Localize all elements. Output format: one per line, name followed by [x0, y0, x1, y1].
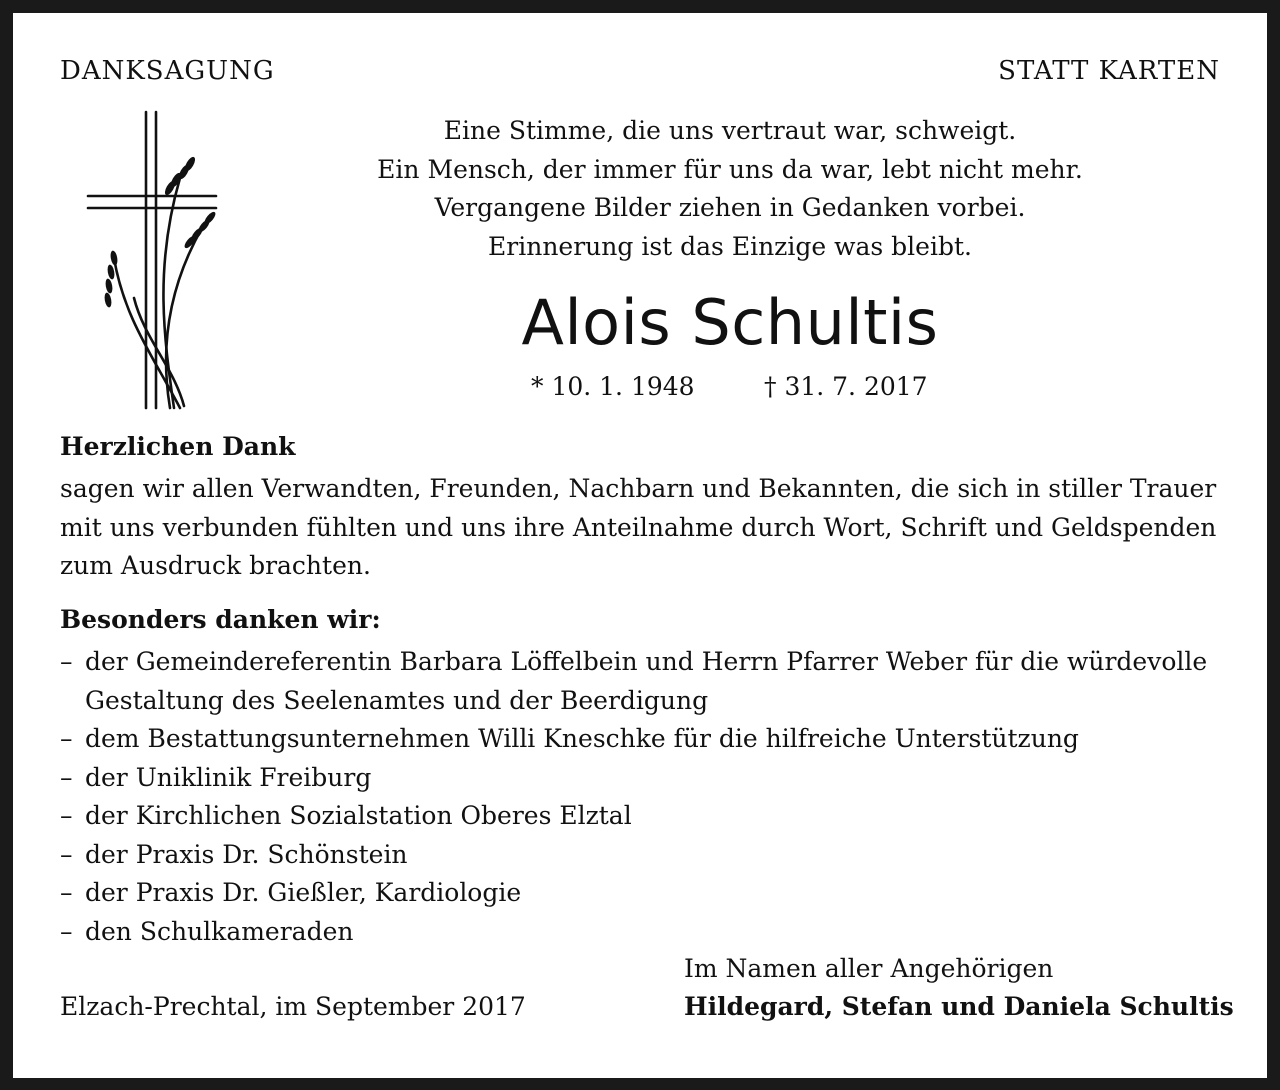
list-item: – dem Bestattungsunternehmen Willi Kneschke für die hilfreiche Unterstützung: [60, 724, 1079, 753]
family-signature: Hildegard, Stefan und Daniela Schultis: [684, 992, 1234, 1021]
notice-type-label: DANKSAGUNG: [60, 56, 275, 86]
deceased-name: Alois Schultis: [521, 286, 939, 359]
death-date: † 31. 7. 2017: [764, 372, 928, 401]
place-and-date: Elzach-Prechtal, im September 2017: [60, 992, 526, 1021]
list-item: – der Uniklinik Freiburg: [60, 762, 372, 792]
thanks-line: zum Ausdruck brachten.: [60, 551, 371, 580]
birth-date: * 10. 1. 1948: [531, 372, 695, 401]
special-thanks-list: [60, 643, 1207, 951]
list-item: – der Praxis Dr. Gießler, Kardiologie: [60, 878, 522, 907]
list-item-continuation: Gestaltung des Seelenamtes und der Beerdigung: [85, 685, 709, 715]
thanks-text: [60, 470, 1216, 586]
special-thanks-heading: Besonders danken wir:: [60, 605, 381, 634]
list-item: – der Praxis Dr. Schönstein: [60, 839, 408, 869]
thanks-line: mit uns verbunden fühlten und uns ihre Anteilnahme durch Wort, Schrift und Geldspenden: [60, 512, 1217, 542]
list-item: – den Schulkameraden: [60, 916, 354, 946]
poem-line: Ein Mensch, der immer für uns da war, lebt nicht mehr.: [377, 154, 1083, 184]
poem-line: Eine Stimme, die uns vertraut war, schweigt.: [443, 116, 1017, 145]
on-behalf-label: Im Namen aller Angehörigen: [684, 954, 1054, 983]
list-item: – der Kirchlichen Sozialstation Oberes Elztal: [60, 801, 632, 830]
list-item: – der Gemeindereferentin Barbara Löffelbein und Herrn Pfarrer Weber für die würdevolle: [60, 647, 1208, 676]
thanks-line: sagen wir allen Verwandten, Freunden, Nachbarn und Bekannten, die sich in stiller Trauer: [60, 474, 1217, 503]
cross-with-wheat-icon: [84, 108, 224, 418]
statt-karten-label: STATT KARTEN: [998, 56, 1220, 86]
poem-line: Vergangene Bilder ziehen in Gedanken vorbei.: [434, 193, 1026, 222]
memorial-poem: [280, 112, 1180, 266]
thanks-heading: Herzlichen Dank: [60, 432, 296, 461]
poem-line: Erinnerung ist das Einzige was bleibt.: [488, 231, 972, 261]
